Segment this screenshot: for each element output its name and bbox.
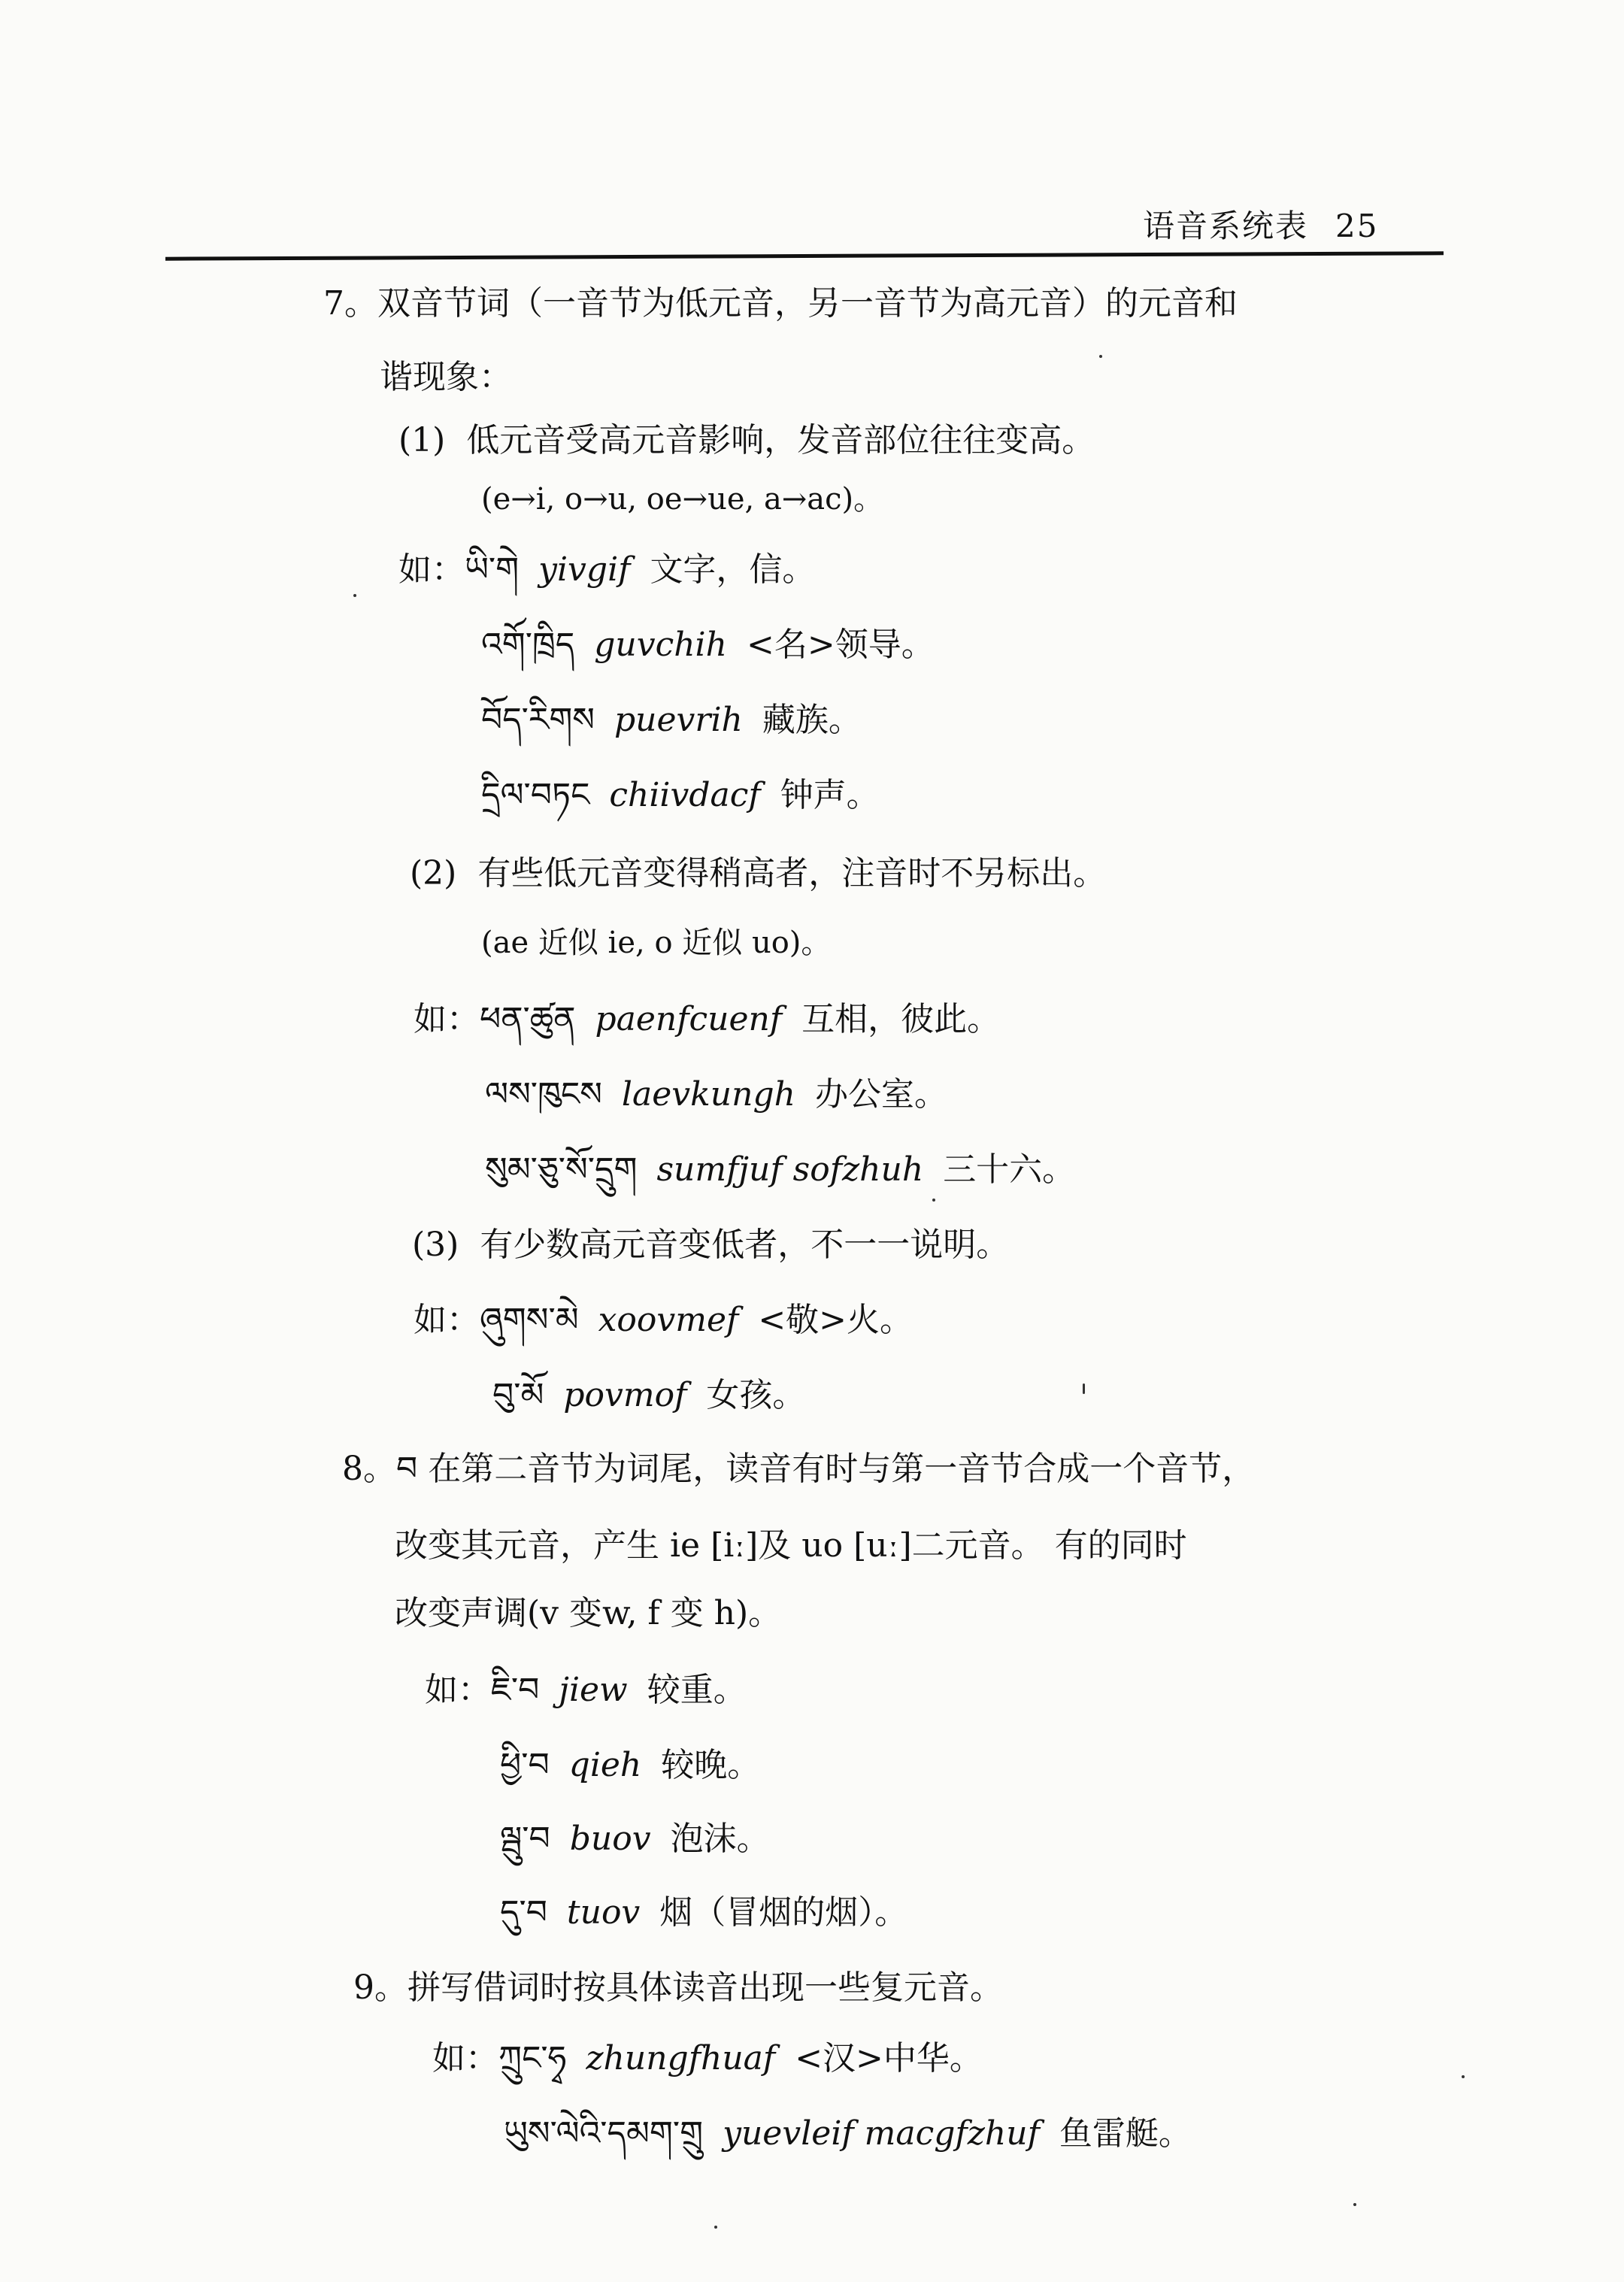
example-row <box>414 1000 1000 1040</box>
header-rule <box>165 251 1444 260</box>
gloss: 藏族。 <box>762 701 862 739</box>
scan-speck <box>1083 1383 1085 1394</box>
romanization: sumfjuf sofzhuh <box>656 1150 924 1189</box>
romanization: povmof <box>563 1376 687 1414</box>
gloss: 烟（冒烟的烟）。 <box>659 1893 908 1932</box>
sub-text: 有少数高元音变低者，不一一说明。 <box>480 1226 1010 1264</box>
example-row <box>492 1376 805 1416</box>
page-number: 25 <box>1335 208 1379 244</box>
romanization: qieh <box>568 1746 642 1784</box>
section-text: 双音节词（一音节为低元音，另一音节为高元音）的元音和 <box>377 284 1238 323</box>
example-label: 如： <box>432 2039 498 2077</box>
running-header <box>1143 202 1378 247</box>
section-7-heading <box>323 284 1238 324</box>
sub-label: (3) <box>412 1226 459 1264</box>
example-label: 如： <box>398 550 465 589</box>
gloss: 互相，彼此。 <box>801 1000 1001 1038</box>
romanization: paenfcuenf <box>595 1000 783 1038</box>
romanization: chiivdacf <box>609 776 761 814</box>
tibetan-word: ཕྱི་བ <box>500 1746 550 1784</box>
scan-speck <box>1099 355 1102 358</box>
gloss: <名>领导。 <box>746 626 935 664</box>
sub-2-heading <box>410 854 1106 894</box>
example-row <box>398 550 815 590</box>
tibetan-word: ཡུས་ལེའི་དམག་གྲུ <box>504 2114 704 2153</box>
example-row <box>485 1075 947 1115</box>
gloss: 较晚。 <box>661 1746 761 1784</box>
tibetan-word: བོད་རིགས <box>481 701 595 739</box>
gloss: 较重。 <box>647 1671 747 1709</box>
tibetan-word: ཇི་བ <box>491 1671 540 1709</box>
romanization: yivgif <box>538 550 631 589</box>
scan-speck <box>353 594 356 597</box>
example-row <box>432 2039 983 2079</box>
example-row <box>500 1893 907 1933</box>
gloss: 女孩。 <box>706 1376 806 1414</box>
scan-speck <box>932 1199 935 1202</box>
romanization: laevkungh <box>621 1075 795 1114</box>
romanization: guvchih <box>594 626 727 664</box>
example-row <box>504 2114 1192 2154</box>
example-row <box>500 1820 770 1859</box>
example-row <box>481 701 862 741</box>
tibetan-word: ཡི་གེ <box>465 550 520 589</box>
section-text: 拼写借词时按具体读音出现一些复元音。 <box>408 1968 1003 2007</box>
header-title: 语音系统表 <box>1143 208 1309 244</box>
sub-2-note: (ae 近似 ie, o 近似 uo)。 <box>481 926 832 960</box>
tibetan-word: སུམ་ཅུ་སོ་དྲུག <box>485 1150 638 1189</box>
tibetan-word: ཞུགས་མེ <box>480 1301 579 1339</box>
gloss: 泡沫。 <box>670 1820 770 1858</box>
tibetan-word: ཀྲུང་ཧྭ <box>498 2039 567 2077</box>
gloss: 钟声。 <box>780 776 880 814</box>
sub-text: 低元音受高元音影响，发音部位往往变高。 <box>466 421 1095 459</box>
sub-1-note: (e→i, o→u, oe→ue, a→ac)。 <box>481 482 884 517</box>
romanization: yuevleif macgfzhuf <box>723 2114 1040 2153</box>
example-row <box>485 1150 1075 1190</box>
example-row <box>481 776 880 816</box>
gloss: 三十六。 <box>943 1150 1076 1189</box>
section-text: བ 在第二音节为词尾，读音有时与第一音节合成一个音节， <box>396 1450 1256 1488</box>
section-7-heading-cont: 谐现象： <box>380 358 512 396</box>
gloss: 文字，信。 <box>650 550 816 589</box>
gloss: 办公室。 <box>814 1075 947 1114</box>
section-9-heading <box>353 1968 1003 2008</box>
tibetan-word: ལྦུ་བ <box>500 1820 550 1858</box>
example-row <box>481 626 935 665</box>
romanization: puevrih <box>614 701 743 739</box>
example-label: 如： <box>414 1301 480 1339</box>
section-8-cont2: 改变声调(v 变w, f 变 h)。 <box>395 1594 782 1632</box>
section-number: 9。 <box>353 1968 408 2007</box>
tibetan-word: དུ་བ <box>500 1893 547 1932</box>
section-8-heading <box>342 1450 1255 1490</box>
section-number: 7。 <box>323 284 377 323</box>
romanization: tuov <box>566 1893 641 1932</box>
tibetan-word: དྲིལ་བཏང <box>481 776 590 814</box>
scan-speck <box>1353 2203 1356 2206</box>
scan-speck <box>714 2226 717 2229</box>
sub-3-heading <box>412 1226 1009 1265</box>
romanization: buov <box>569 1820 651 1858</box>
romanization: zhungfhuaf <box>586 2039 776 2077</box>
romanization: xoovmef <box>598 1301 739 1339</box>
tibetan-word: ལས་ཁུངས <box>485 1075 602 1114</box>
sub-label: (1) <box>398 421 446 459</box>
example-label: 如： <box>414 1000 480 1038</box>
example-row <box>500 1746 760 1786</box>
example-label: 如： <box>425 1671 491 1709</box>
sub-1-heading <box>398 421 1095 461</box>
section-8-cont: 改变其元音，产生 ie [iː]及 uo [uː]二元音。 有的同时 <box>395 1526 1187 1565</box>
sub-text: 有些低元音变得稍高者，注音时不另标出。 <box>477 854 1107 892</box>
tibetan-word: ཕན་ཚུན <box>480 1000 576 1038</box>
gloss: 鱼雷艇。 <box>1059 2114 1192 2153</box>
scan-speck <box>1462 2075 1465 2078</box>
gloss: <敬>火。 <box>758 1301 914 1339</box>
gloss: <汉>中华。 <box>795 2039 983 2077</box>
romanization: jiew <box>559 1671 628 1709</box>
section-number: 8。 <box>342 1450 396 1488</box>
example-row <box>414 1301 913 1341</box>
tibetan-word: འགོ་ཁྲིད <box>481 626 575 664</box>
tibetan-word: བུ་མོ <box>492 1376 544 1414</box>
sub-label: (2) <box>410 854 457 892</box>
example-row <box>425 1671 747 1711</box>
